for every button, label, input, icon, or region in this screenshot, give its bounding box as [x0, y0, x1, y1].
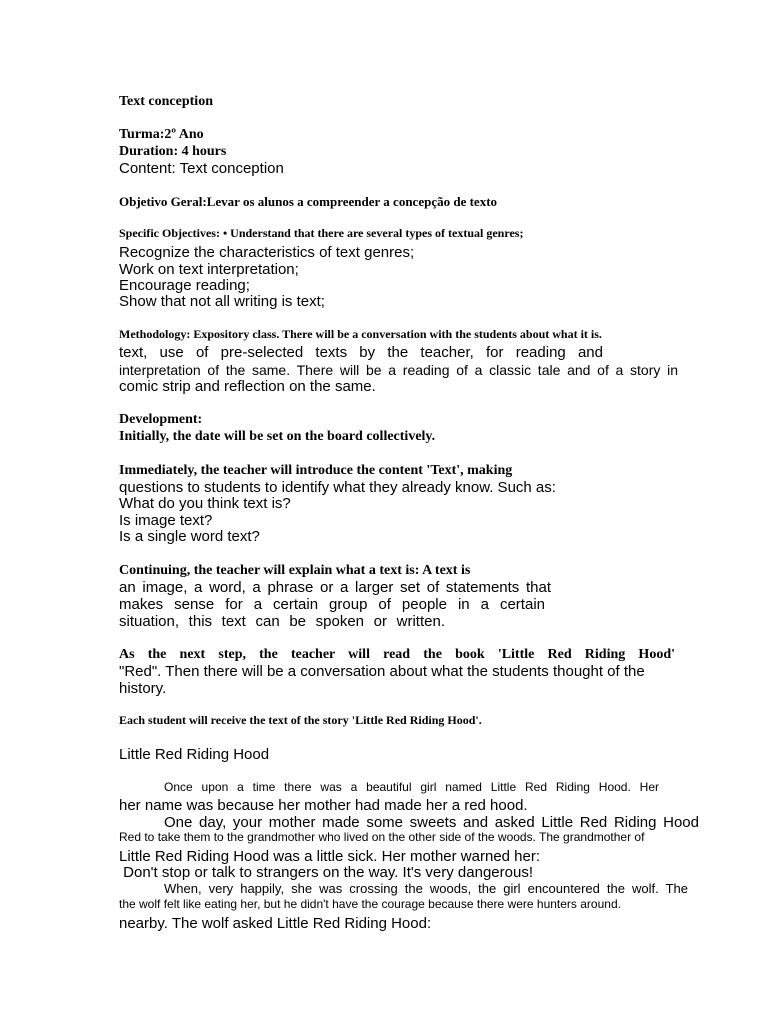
next-step-line: "Red". Then there will be a conversation about what the students thought of the [119, 663, 645, 680]
story-title: Little Red Riding Hood [119, 746, 270, 763]
explain-line: situation, this text can be spoken or written. [119, 613, 445, 630]
duration-line: Duration: 4 hours [119, 144, 227, 159]
story-line: When, very happily, she was crossing the woods, the girl encountered the wolf. The [164, 881, 688, 896]
development-line: Initially, the date will be set on the board collectively. [119, 429, 436, 444]
intro-line: Is image text? [119, 512, 213, 529]
turma-line: Turma:2º Ano [119, 127, 204, 142]
methodology-heading: Methodology: Expository class. There will be a conversation with the students about what it is. [119, 327, 602, 341]
story-line: nearby. The wolf asked Little Red Riding Hood: [119, 915, 432, 932]
methodology-line: comic strip and reflection on the same. [119, 378, 376, 395]
objective-item: Show that not all writing is text; [119, 293, 325, 310]
development-heading: Development: [119, 412, 203, 427]
story-line: One day, your mother made some sweets and asked Little Red Riding Hood [164, 814, 699, 831]
next-step-line: history. [119, 680, 167, 697]
story-line: the wolf felt like eating her, but he didn't have the courage because there were hunters around. [119, 897, 621, 911]
intro-line: Is a single word text? [119, 528, 260, 545]
next-step-heading: As the next step, the teacher will read the book 'Little Red Riding Hood' [119, 647, 675, 662]
each-student-line: Each student will receive the text of the story 'Little Red Riding Hood'. [119, 713, 482, 727]
objective-item: Work on text interpretation; [119, 261, 299, 278]
objective-item: Encourage reading; [119, 277, 250, 294]
explain-line: makes sense for a certain group of people in a certain [119, 596, 545, 613]
methodology-line: interpretation of the same. There will be a reading of a classic tale and of a story in [119, 362, 678, 378]
document-title: Text conception [119, 94, 213, 109]
explain-line: an image, a word, a phrase or a larger set of statements that [119, 579, 551, 596]
story-line: her name was because her mother had made her a red hood. [119, 797, 528, 814]
story-line: Don't stop or talk to strangers on the way. It's very dangerous! [119, 864, 533, 881]
general-objective: Objetivo Geral:Levar os alunos a compreender a concepção de texto [119, 194, 498, 209]
story-line: Little Red Riding Hood was a little sick. Her mother warned her: [119, 848, 541, 865]
intro-heading: Immediately, the teacher will introduce the content 'Text', making [119, 463, 513, 478]
intro-line: What do you think text is? [119, 495, 291, 512]
story-line: Once upon a time there was a beautiful girl named Little Red Riding Hood. Her [164, 780, 659, 794]
objective-item: Recognize the characteristics of text genres; [119, 244, 415, 261]
content-line: Content: Text conception [119, 160, 284, 177]
intro-line: questions to students to identify what they already know. Such as: [119, 479, 556, 496]
methodology-line: text, use of pre-selected texts by the teacher, for reading and [119, 344, 603, 361]
specific-objectives-heading: Specific Objectives: • Understand that there are several types of textual genres; [119, 226, 524, 240]
explain-heading: Continuing, the teacher will explain what a text is: A text is [119, 563, 471, 578]
story-line: Red to take them to the grandmother who lived on the other side of the woods. The grandmother of [119, 830, 645, 844]
